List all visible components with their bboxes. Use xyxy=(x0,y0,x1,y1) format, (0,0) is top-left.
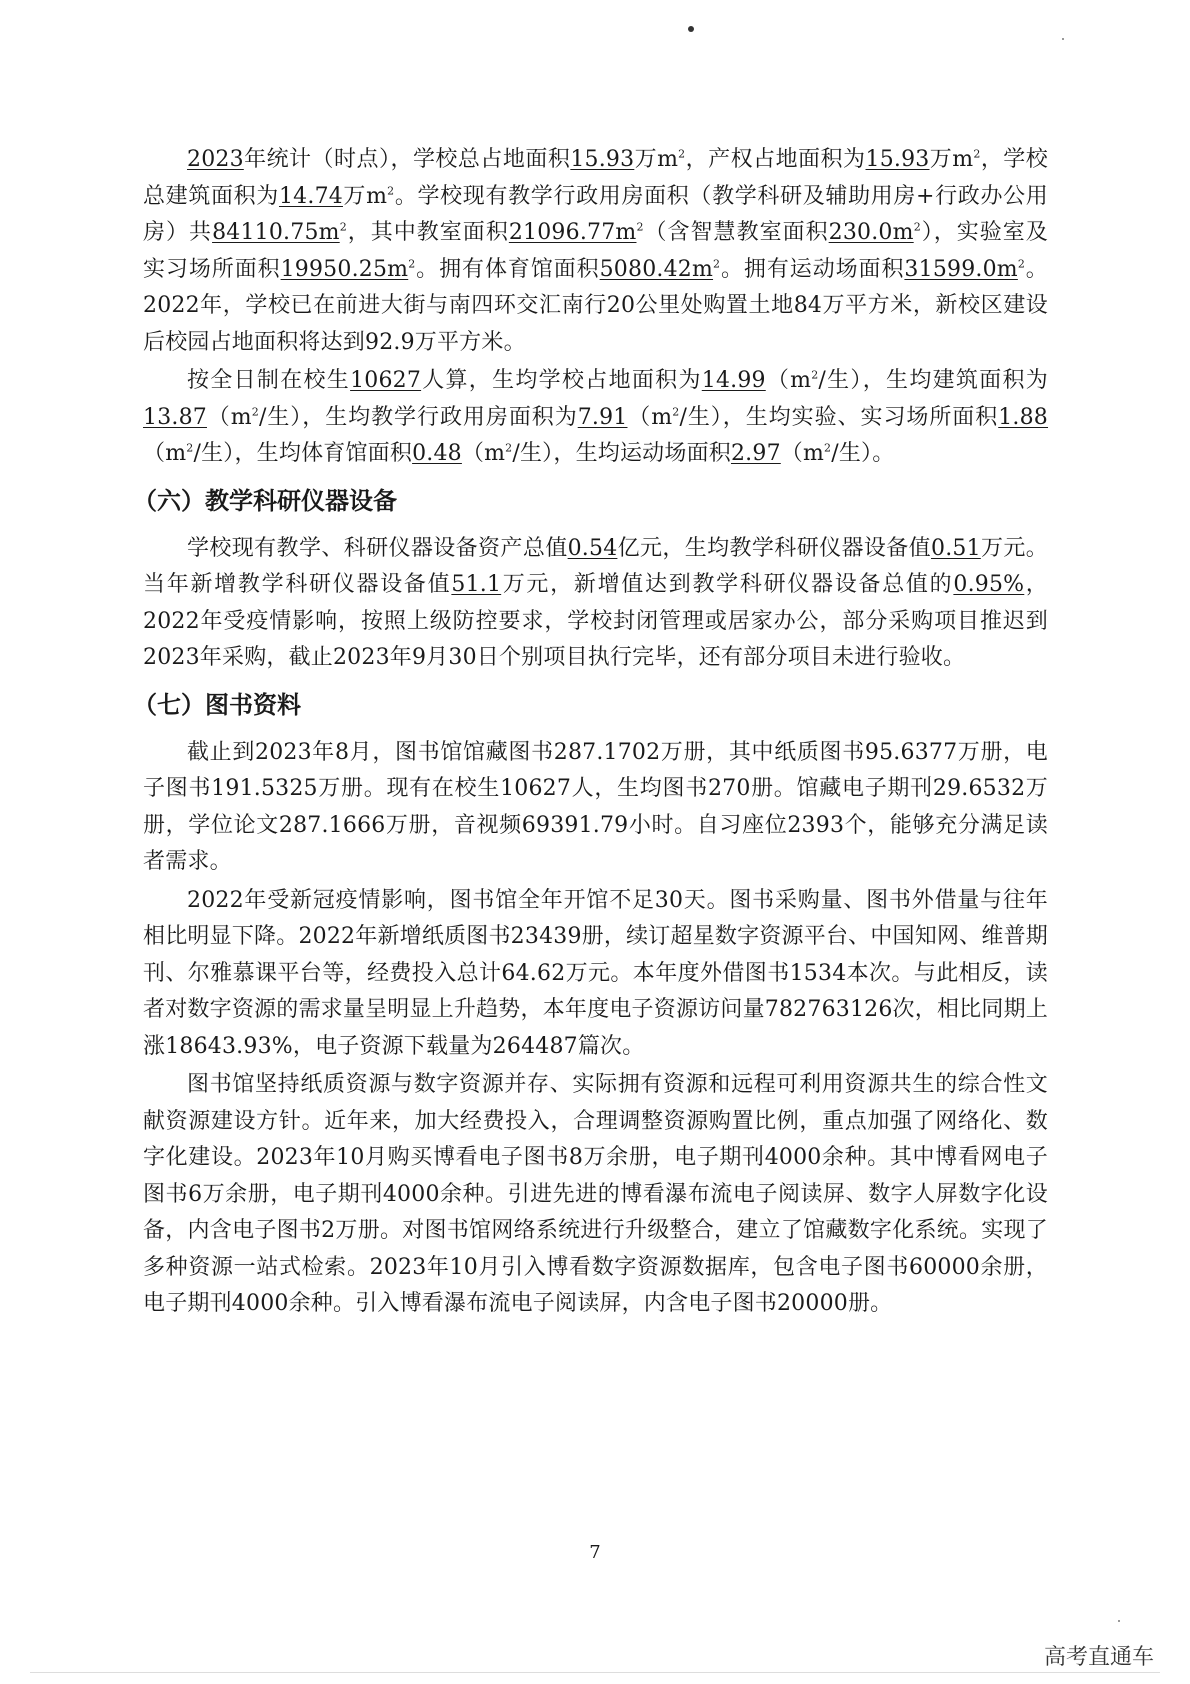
superscript: 2 xyxy=(713,257,721,271)
underlined-value: 5080.42m xyxy=(599,256,714,282)
text-run: ，产权占地面积为 xyxy=(685,147,866,172)
underlined-value: 51.1 xyxy=(451,572,502,597)
superscript: 2 xyxy=(505,441,513,455)
text-run: 按全日制在校生 xyxy=(187,368,351,393)
text-run: ，2022年受疫情影响，按照上级防控要求，学校封闭管理或居家办公，部分采购项目推迟到2023年采购，截止2023年9月30日个别项目执行完毕，还有部分项目未进行验收。 xyxy=(143,572,1049,670)
underlined-value: 0.54 xyxy=(567,535,618,561)
superscript: 2 xyxy=(672,405,680,419)
paragraph-library-2022 xyxy=(143,883,1048,1066)
text-run: /生），生均建筑面积为 xyxy=(818,368,1049,393)
text-run: （m xyxy=(143,441,187,466)
scan-dot-mark xyxy=(688,26,694,32)
scan-speck xyxy=(1118,1620,1120,1622)
text-run: （m xyxy=(461,441,506,466)
underlined-value: 31599.0m xyxy=(904,256,1018,282)
superscript: 2 xyxy=(824,441,832,455)
text-run: 2022年受新冠疫情影响，图书馆全年开馆不足30天。图书采购量、图书外借量与往年相比明显下降。2022年新增纸质图书23439册，续订超星数字资源平台、中国知网、维普期刊、尔雅慕课平台等，经费投入总计64.62万元。本年度外借图书1534本次。与此相反，读者对数字资源的需求量呈明显上升趋势，本年度电子资源访问量782763126次，相比同期上涨18643.93%，电子资源下载量为264487篇次。 xyxy=(143,887,1048,1059)
underlined-value: 2.97 xyxy=(730,441,781,466)
superscript: 2 xyxy=(387,184,395,198)
superscript: 2 xyxy=(186,441,194,455)
text-run: （m xyxy=(206,404,252,430)
text-run: /生），生均实验、实习场所面积 xyxy=(679,404,999,430)
underlined-value: 2023 xyxy=(187,147,244,172)
underlined-value: 0.48 xyxy=(412,441,462,466)
underlined-value: 15.93 xyxy=(865,147,930,172)
underlined-value: 14.74 xyxy=(278,183,343,209)
paragraph-library-digital xyxy=(143,1067,1048,1323)
text-run: /生），生均体育馆面积 xyxy=(193,441,413,466)
text-run: 万m xyxy=(342,183,388,209)
superscript: 2 xyxy=(973,147,981,161)
text-run: /生）。 xyxy=(831,441,895,466)
section-heading-library: （七）图书资料 xyxy=(133,690,301,719)
document-body xyxy=(133,142,1049,1325)
underlined-value: 21096.77m xyxy=(508,220,637,245)
underlined-value: 230.0m xyxy=(828,220,914,245)
superscript: 2 xyxy=(636,220,644,234)
text-run: 亿元，生均教学科研仪器设备值 xyxy=(617,535,932,561)
text-run: ，其中教室面积 xyxy=(346,220,509,245)
paragraph-equipment xyxy=(143,531,1048,677)
paragraph-campus-area xyxy=(143,142,1048,361)
superscript: 2 xyxy=(811,368,819,382)
text-run: （m xyxy=(780,441,825,466)
text-run: 万元，新增值达到教学科研仪器设备总值的 xyxy=(501,572,954,597)
text-run: ），实验室及实习场所面积 xyxy=(143,220,1048,282)
underlined-value: 0.95% xyxy=(953,572,1025,597)
underlined-value: 84110.75m xyxy=(212,220,340,245)
underlined-value: 15.93 xyxy=(570,147,635,172)
text-run: 人算，生均学校占地面积为 xyxy=(421,368,702,393)
underlined-value: 10627 xyxy=(350,368,422,393)
text-run: 万m xyxy=(929,147,974,172)
text-run: 。拥有运动场面积 xyxy=(720,256,905,282)
superscript: 2 xyxy=(678,147,686,161)
page-number: 7 xyxy=(589,1542,601,1563)
text-run: （含智慧教室面积 xyxy=(643,220,829,245)
text-run: 截止到2023年8月，图书馆馆藏图书287.1702万册，其中纸质图书95.6377万册，电子图书191.5325万册。现有在校生10627人，生均图书270册。馆藏电子期刊29.6532万册，学位论文287.1666万册，音视频69391.79小时。自习座位2393个，能够充分满足读者需求。 xyxy=(143,739,1048,874)
text-run: 万元。当年新增教学科研仪器设备值 xyxy=(143,535,1048,597)
scan-speck xyxy=(1062,38,1064,40)
underlined-value: 14.99 xyxy=(701,368,766,393)
underlined-value: 0.51 xyxy=(931,535,981,561)
text-run: 。2022年，学校已在前进大街与南四环交汇南行20公里处购置土地84万平方米，新校区建设后校园占地面积将达到92.9万平方米。 xyxy=(143,256,1048,355)
text-run: （m xyxy=(765,368,812,393)
underlined-value: 1.88 xyxy=(998,404,1049,430)
underlined-value: 7.91 xyxy=(577,404,628,430)
superscript: 2 xyxy=(913,220,921,234)
text-run: 年统计（时点），学校总占地面积 xyxy=(243,147,571,172)
text-run: 学校现有教学、科研仪器设备资产总值 xyxy=(187,535,568,561)
text-run: 。拥有体育馆面积 xyxy=(415,256,600,282)
text-run: /生），生均运动场面积 xyxy=(512,441,731,466)
text-run: 图书馆坚持纸质资源与数字资源并存、实际拥有资源和远程可利用资源共生的综合性文献资源建设方针。近年来，加大经费投入，合理调整资源购置比例，重点加强了网络化、数字化建设。2023年10月购买博看电子图书8万余册，电子期刊4000余种。其中博看网电子图书6万余册，电子期刊4000余种。引进先进的博看瀑布流电子阅读屏、数字人屏数字化设备，内含电子图书2万册。对图书馆网络系统进行升级整合，建立了馆藏数字化系统。实现了多种资源一站式检索。2023年10月引入博看数字资源数据库，包含电子图书60000余册，电子期刊4000余种。引入博看瀑布流电子阅读屏，内含电子图书20000册。 xyxy=(143,1072,1048,1316)
watermark-text: 高考直通车 xyxy=(1043,1645,1154,1670)
text-run: ，学校总建筑面积为 xyxy=(143,147,1048,209)
text-run: 万m xyxy=(634,147,679,172)
superscript: 2 xyxy=(408,257,416,271)
bottom-rule xyxy=(30,1672,1160,1673)
underlined-value: 13.87 xyxy=(143,404,207,430)
text-run: 。学校现有教学行政用房面积（教学科研及辅助用房+行政办公用房）共 xyxy=(143,183,1048,245)
text-run: （m xyxy=(627,404,673,430)
paragraph-per-student-area xyxy=(143,363,1048,473)
text-run: /生），生均教学行政用房面积为 xyxy=(258,404,578,430)
superscript: 2 xyxy=(1017,257,1026,271)
superscript: 2 xyxy=(339,220,347,234)
superscript: 2 xyxy=(251,405,259,419)
paragraph-library-collection xyxy=(143,735,1048,881)
underlined-value: 19950.25m xyxy=(280,256,409,282)
section-heading-equipment: （六）教学科研仪器设备 xyxy=(133,486,397,515)
